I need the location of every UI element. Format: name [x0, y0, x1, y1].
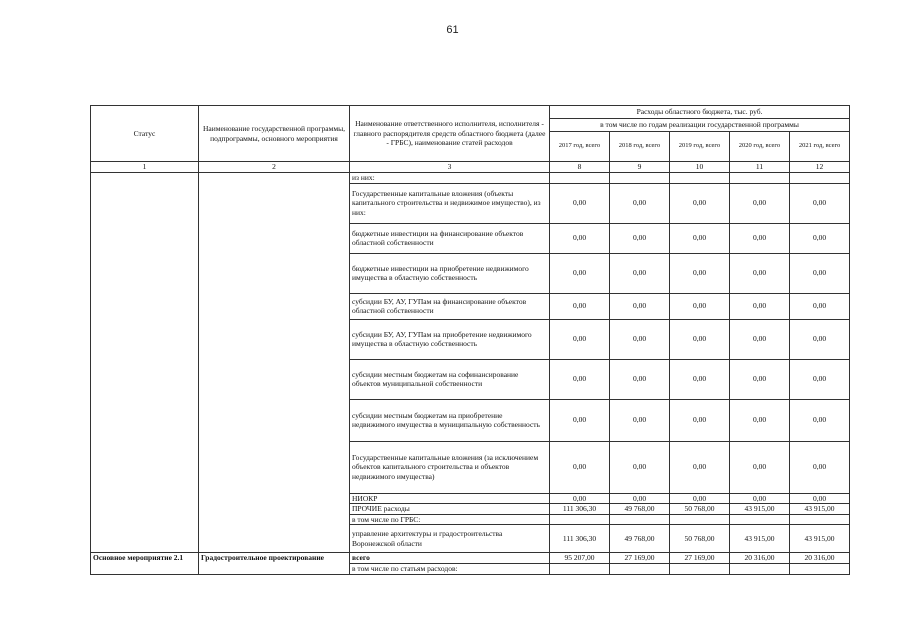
activity-name: Градостроительное проектирование	[199, 553, 350, 575]
row-value: 0,00	[610, 223, 670, 253]
row-label: субсидии БУ, АУ, ГУПам на приобретение недвижимого имущества в областную собственность	[350, 319, 550, 359]
row-value: 20 316,00	[790, 553, 850, 564]
row-value: 0,00	[730, 293, 790, 319]
row-value	[550, 173, 610, 184]
row-value	[550, 514, 610, 525]
row-value	[610, 173, 670, 184]
header-status: Статус	[91, 106, 199, 162]
row-value: 0,00	[670, 253, 730, 293]
row-label: субсидии местным бюджетам на приобретение недвижимого имущества в муниципальную собственность	[350, 399, 550, 441]
row-value: 0,00	[610, 359, 670, 399]
header-year-2021: 2021 год, всего	[790, 132, 850, 162]
row-value: 95 207,00	[550, 553, 610, 564]
row-value: 20 316,00	[730, 553, 790, 564]
row-value: 50 768,00	[670, 504, 730, 515]
row-value: 0,00	[730, 399, 790, 441]
column-number: 11	[730, 162, 790, 173]
row-value: 0,00	[670, 319, 730, 359]
row-value: 0,00	[790, 359, 850, 399]
row-value: 0,00	[670, 399, 730, 441]
row-value: 50 768,00	[670, 525, 730, 553]
row-value: 0,00	[550, 493, 610, 504]
row-value: 0,00	[790, 493, 850, 504]
status-cell-empty	[91, 173, 199, 553]
row-value: 0,00	[610, 183, 670, 223]
row-value: 49 768,00	[610, 525, 670, 553]
activity-status: Основное мероприятие 2.1	[91, 553, 199, 575]
row-value	[550, 563, 610, 574]
row-value: 0,00	[610, 399, 670, 441]
table-row	[91, 173, 850, 184]
row-value	[730, 514, 790, 525]
row-value: 0,00	[730, 253, 790, 293]
column-number: 9	[610, 162, 670, 173]
row-value: 43 915,00	[730, 504, 790, 515]
page-number: 61	[446, 24, 459, 36]
row-value: 0,00	[610, 441, 670, 493]
table-row	[91, 553, 850, 564]
row-value: 0,00	[730, 441, 790, 493]
row-value: 0,00	[670, 359, 730, 399]
row-value: 0,00	[790, 399, 850, 441]
column-number: 8	[550, 162, 610, 173]
header-year-2019: 2019 год, всего	[670, 132, 730, 162]
row-value: 27 169,00	[610, 553, 670, 564]
row-value: 0,00	[550, 441, 610, 493]
header-year-2017: 2017 год, всего	[550, 132, 610, 162]
row-label: всего	[350, 553, 550, 564]
row-value: 0,00	[670, 223, 730, 253]
row-value: 0,00	[670, 293, 730, 319]
row-value: 0,00	[730, 493, 790, 504]
budget-table	[90, 105, 850, 575]
row-value	[670, 173, 730, 184]
row-value: 111 306,30	[550, 504, 610, 515]
row-value: 0,00	[790, 253, 850, 293]
header-year-2020: 2020 год, всего	[730, 132, 790, 162]
header-by-years: в том числе по годам реализации государственной программы	[550, 119, 850, 132]
row-value: 0,00	[730, 319, 790, 359]
row-value: 27 169,00	[670, 553, 730, 564]
row-value: 0,00	[550, 183, 610, 223]
row-label: субсидии БУ, АУ, ГУПам на финансирование объектов областной собственности	[350, 293, 550, 319]
row-label: из них:	[350, 173, 550, 184]
column-number: 12	[790, 162, 850, 173]
row-label: Государственные капитальные вложения (за исключением объектов капитального строительства и объектов недвижимого имущества)	[350, 441, 550, 493]
row-value: 0,00	[730, 183, 790, 223]
row-value: 43 915,00	[790, 525, 850, 553]
row-value	[610, 563, 670, 574]
row-value: 111 306,30	[550, 525, 610, 553]
header-program-name: Наименование государственной программы, подпрограммы, основного мероприятия	[199, 106, 350, 162]
column-number: 10	[670, 162, 730, 173]
row-value: 0,00	[550, 253, 610, 293]
row-value: 0,00	[790, 293, 850, 319]
row-value: 0,00	[610, 319, 670, 359]
row-value	[670, 514, 730, 525]
row-value	[730, 563, 790, 574]
row-label: в том числе по ГРБС:	[350, 514, 550, 525]
row-value: 0,00	[790, 183, 850, 223]
row-value: 0,00	[730, 223, 790, 253]
row-value: 0,00	[550, 399, 610, 441]
column-numbers-row	[91, 162, 850, 173]
row-value	[790, 173, 850, 184]
header-responsible: Наименование ответственного исполнителя, исполнителя - главного распорядителя средств областного бюджета (далее - ГРБС), наименование статей расходов	[350, 106, 550, 162]
row-label: бюджетные инвестиции на приобретение недвижимого имущества в областную собственность	[350, 253, 550, 293]
row-value: 0,00	[610, 253, 670, 293]
row-value: 43 915,00	[790, 504, 850, 515]
row-value: 0,00	[550, 319, 610, 359]
row-value: 0,00	[550, 359, 610, 399]
row-value: 0,00	[550, 223, 610, 253]
row-label: Государственные капитальные вложения (объекты капитального строительства и недвижимое имущество), из них:	[350, 183, 550, 223]
row-label: управление архитектуры и градостроительства Воронежской области	[350, 525, 550, 553]
program-cell-empty	[199, 173, 350, 553]
row-value	[670, 563, 730, 574]
row-value	[790, 563, 850, 574]
row-value: 43 915,00	[730, 525, 790, 553]
row-value: 0,00	[790, 441, 850, 493]
row-label: бюджетные инвестиции на финансирование объектов областной собственности	[350, 223, 550, 253]
row-value: 0,00	[790, 223, 850, 253]
row-label: в том числе по статьям расходов:	[350, 563, 550, 574]
row-value	[790, 514, 850, 525]
row-value: 0,00	[610, 493, 670, 504]
row-value: 0,00	[670, 441, 730, 493]
row-value: 0,00	[670, 493, 730, 504]
row-value: 0,00	[550, 293, 610, 319]
row-value: 0,00	[790, 319, 850, 359]
column-number: 2	[199, 162, 350, 173]
header-year-2018: 2018 год, всего	[610, 132, 670, 162]
row-value: 49 768,00	[610, 504, 670, 515]
row-value: 0,00	[670, 183, 730, 223]
header-expenses: Расходы областного бюджета, тыс. руб.	[550, 106, 850, 119]
column-number: 1	[91, 162, 199, 173]
row-value	[730, 173, 790, 184]
row-label: НИОКР	[350, 493, 550, 504]
row-label: ПРОЧИЕ расходы	[350, 504, 550, 515]
row-value: 0,00	[730, 359, 790, 399]
row-value	[610, 514, 670, 525]
row-label: субсидии местным бюджетам на софинансирование объектов муниципальной собственности	[350, 359, 550, 399]
column-number: 3	[350, 162, 550, 173]
row-value: 0,00	[610, 293, 670, 319]
